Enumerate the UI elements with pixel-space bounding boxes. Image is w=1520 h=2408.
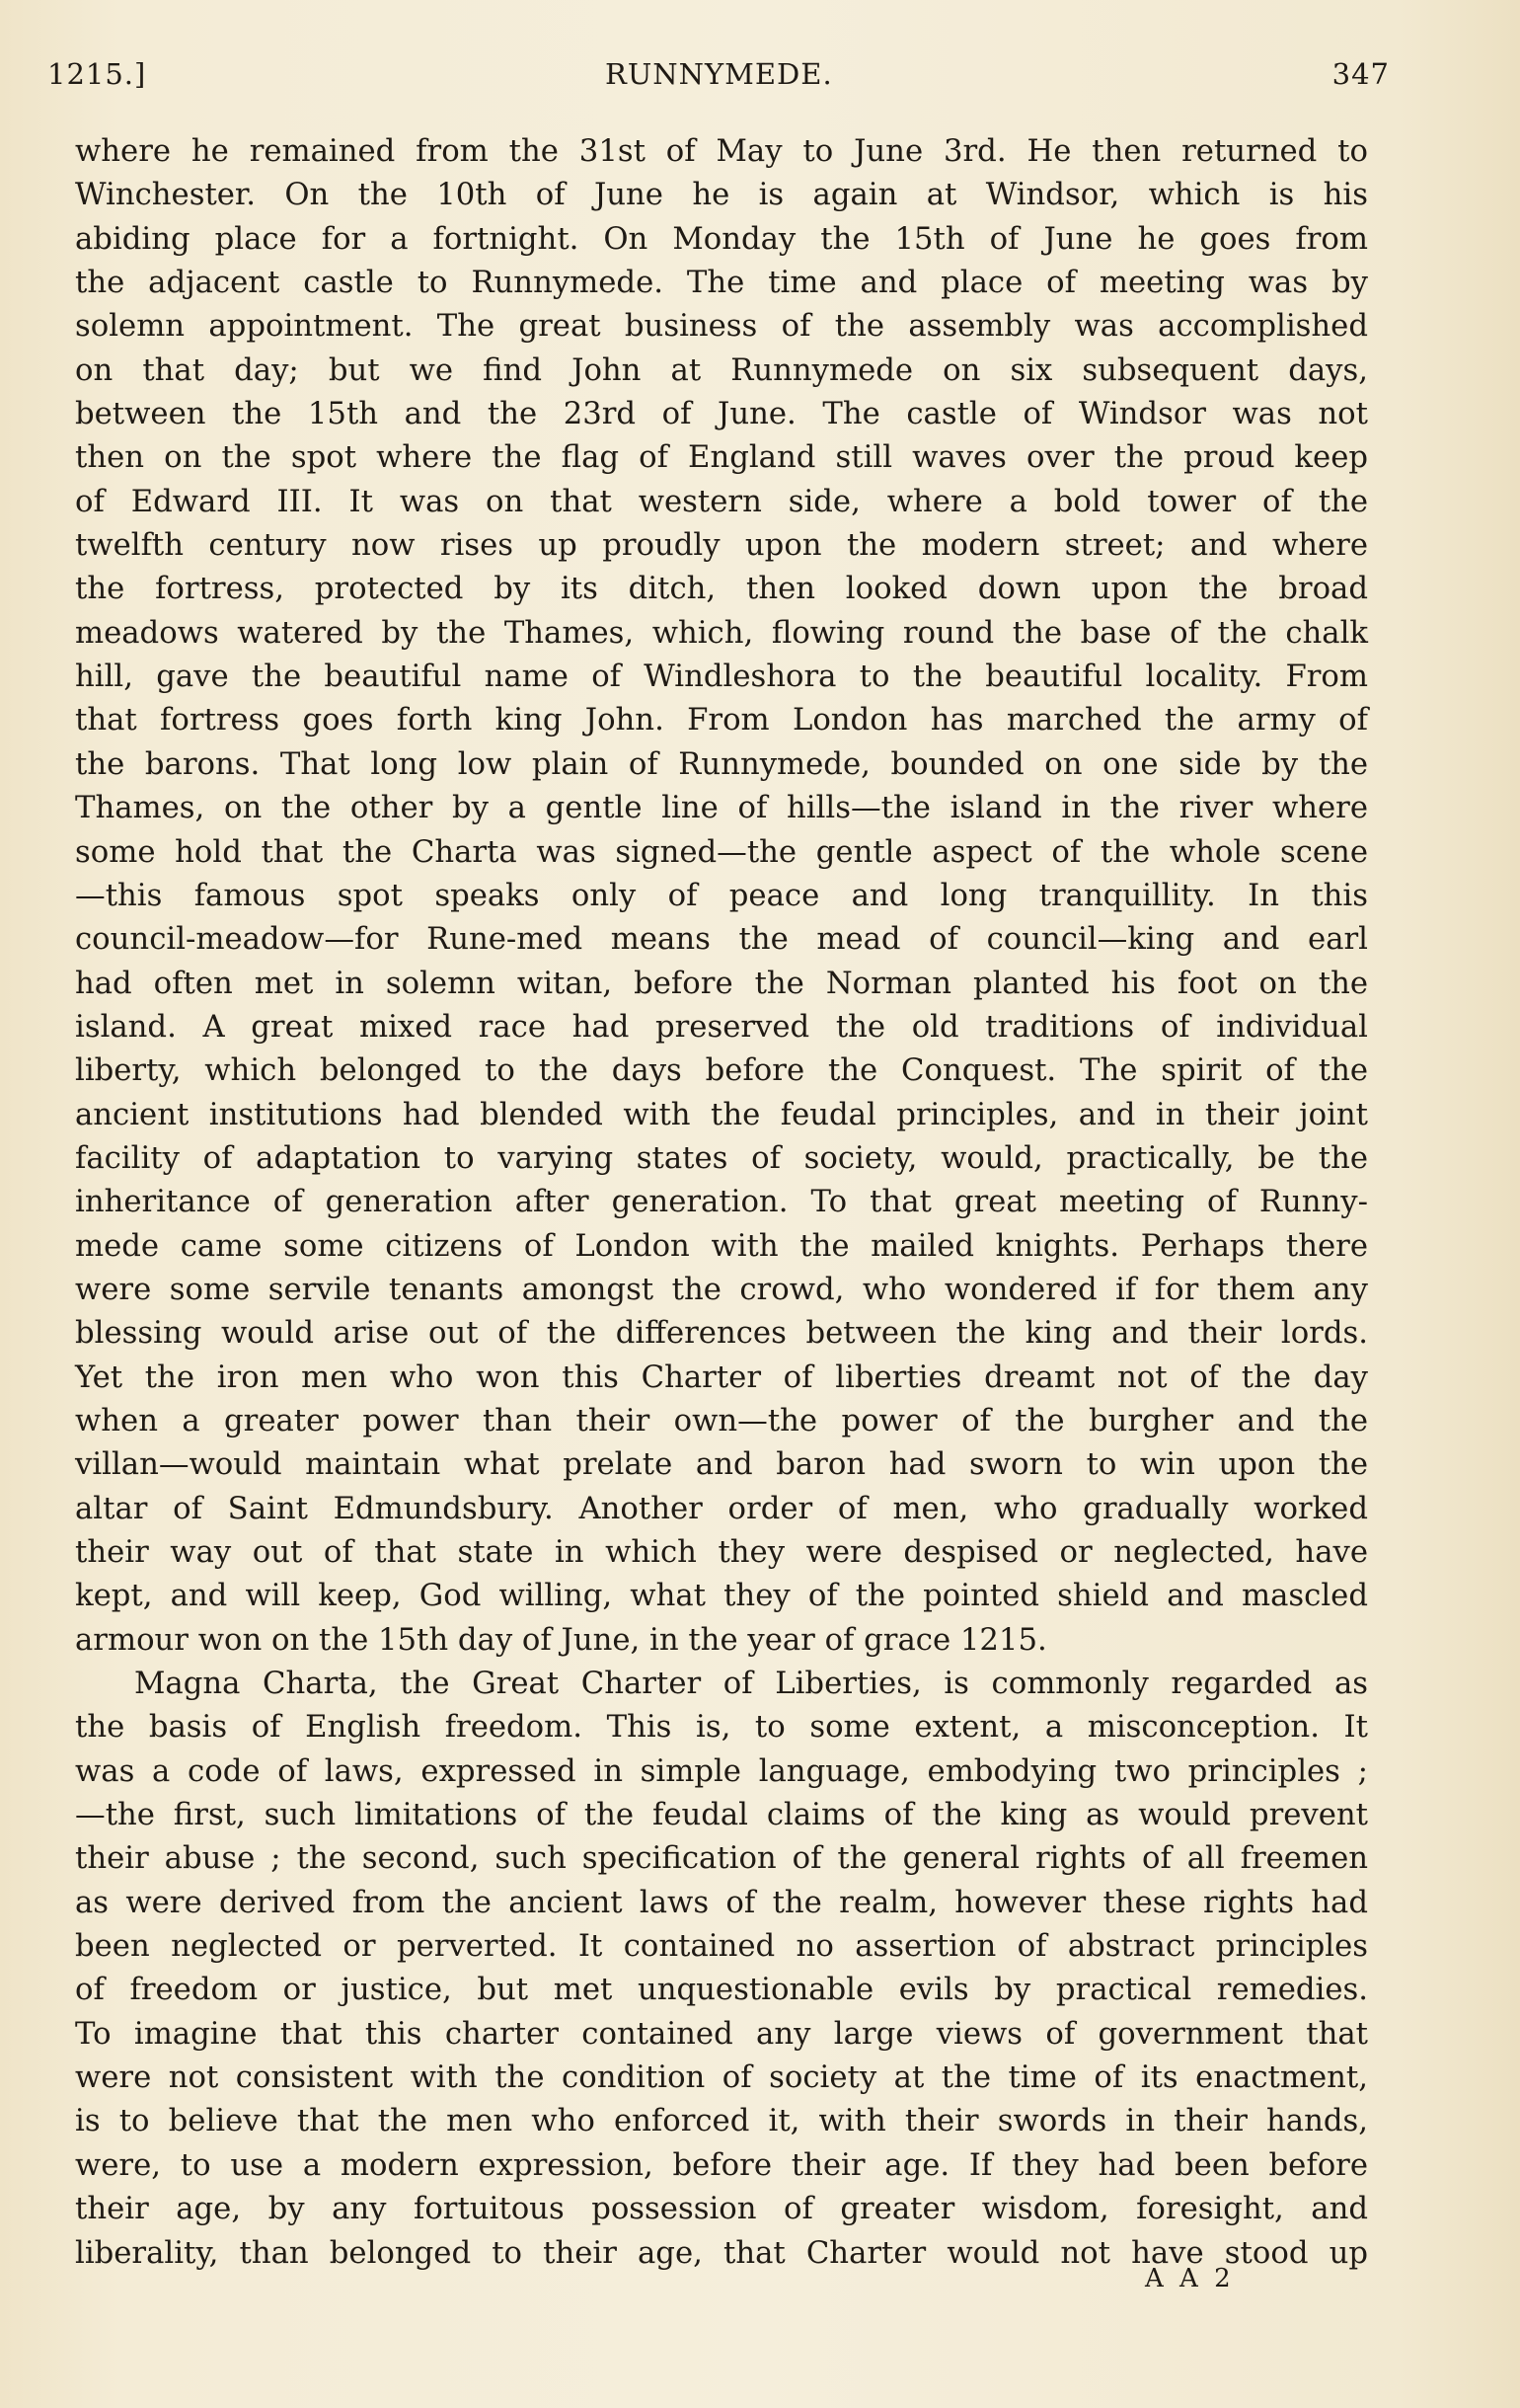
text-line: their way out of that state in which they were despised or neglected, have [75, 1535, 1368, 1570]
text-line: villan—would maintain what prelate and baron had sworn to win upon the [75, 1447, 1368, 1483]
text-line: ancient institutions had blended with the feudal principles, and in their joint [75, 1097, 1368, 1132]
text-line: were, to use a modern expression, before their age. If they had been before [75, 2147, 1368, 2183]
text-line: abiding place for a fortnight. On Monday the 15th of June he goes from [75, 221, 1368, 257]
text-line: Yet the iron men who won this Charter of liberties dreamt not of the day [75, 1359, 1368, 1395]
text-line: altar of Saint Edmundsbury. Another order of men, who gradually worked [75, 1491, 1368, 1526]
text-line: that fortress goes forth king John. From London has marched the army of [75, 703, 1368, 738]
text-line: blessing would arise out of the differences between the king and their lords. [75, 1316, 1368, 1352]
text-line: liberality, than belonged to their age, that Charter would not have stood up [75, 2235, 1368, 2271]
text-line: their age, by any fortuitous possession of greater wisdom, foresight, and [75, 2192, 1368, 2227]
text-line: hill, gave the beautiful name of Windleshora to the beautiful locality. From [75, 660, 1368, 695]
text-line: been neglected or perverted. It contained no assertion of abstract principles [75, 1929, 1368, 1965]
text-line: inheritance of generation after generation. To that great meeting of Runny- [75, 1185, 1368, 1220]
text-line: the adjacent castle to Runnymede. The time and place of meeting was by [75, 266, 1368, 301]
page-number: 347 [1331, 57, 1390, 91]
text-line: then on the spot where the flag of England still waves over the proud keep [75, 440, 1368, 476]
text-line: as were derived from the ancient laws of the realm, however these rights had [75, 1885, 1368, 1920]
text-line: solemn appointment. The great business of the assembly was accomplished [75, 309, 1368, 345]
text-line: meadows watered by the Thames, which, flowing round the base of the chalk [75, 615, 1368, 651]
header-title: RUNNYMEDE. [605, 57, 833, 91]
text-line: facility of adaptation to varying states of society, would, practically, be the [75, 1140, 1368, 1176]
text-line: kept, and will keep, God willing, what they of the pointed shield and mascled [75, 1579, 1368, 1614]
text-line: were not consistent with the condition of society at the time of its enactment, [75, 2060, 1368, 2096]
text-line: mede came some citizens of London with the mailed knights. Perhaps there [75, 1228, 1368, 1264]
text-line: island. A great mixed race had preserved the old traditions of individual [75, 1009, 1368, 1045]
paragraph-end-line: armour won on the 15th day of June, in the year of grace 1215. [75, 1622, 1047, 1658]
text-line: —this famous spot speaks only of peace and long tranquillity. In this [75, 878, 1368, 913]
printer-signature-mark: A A 2 [1145, 2264, 1235, 2293]
header-year: 1215.] [47, 57, 147, 91]
text-line: was a code of laws, expressed in simple language, embodying two principles ; [75, 1753, 1368, 1789]
text-line: the barons. That long low plain of Runnymede, bounded on one side by the [75, 746, 1368, 782]
text-line: of Edward III. It was on that western side, where a bold tower of the [75, 484, 1368, 519]
text-line: on that day; but we find John at Runnymede on six subsequent days, [75, 352, 1368, 388]
text-line: Thames, on the other by a gentle line of hills—the island in the river where [75, 791, 1368, 826]
text-line: twelfth century now rises up proudly upon the modern street; and where [75, 528, 1368, 564]
text-line: between the 15th and the 23rd of June. The castle of Windsor was not [75, 397, 1368, 432]
text-line: the fortress, protected by its ditch, then looked down upon the broad [75, 572, 1368, 607]
text-line: liberty, which belonged to the days before the Conquest. The spirit of the [75, 1053, 1368, 1089]
text-line: —the first, such limitations of the feudal claims of the king as would prevent [75, 1798, 1368, 1833]
text-line: some hold that the Charta was signed—the gentle aspect of the whole scene [75, 834, 1368, 870]
text-line: of freedom or justice, but met unquestionable evils by practical remedies. [75, 1973, 1368, 2008]
text-line: were some servile tenants amongst the crowd, who wondered if for them any [75, 1272, 1368, 1307]
text-line: To imagine that this charter contained any large views of government that [75, 2016, 1368, 2052]
text-line: when a greater power than their own—the power of the burgher and the [75, 1403, 1368, 1438]
paragraph-start-line: Magna Charta, the Great Charter of Liberties, is commonly regarded as [134, 1667, 1368, 1702]
text-line: is to believe that the men who enforced it, with their swords in their hands, [75, 2104, 1368, 2139]
text-line: their abuse ; the second, such specification of the general rights of all freemen [75, 1841, 1368, 1877]
running-header [47, 57, 1390, 97]
text-line: council-meadow—for Rune-med means the mead of council—king and earl [75, 922, 1368, 958]
text-line: Winchester. On the 10th of June he is again at Windsor, which is his [75, 178, 1368, 213]
text-line: where he remained from the 31st of May to June 3rd. He then returned to [75, 134, 1368, 169]
body-text [75, 130, 1368, 2276]
text-line: the basis of English freedom. This is, to some extent, a misconception. It [75, 1710, 1368, 1746]
text-line: had often met in solemn witan, before the Norman planted his foot on the [75, 966, 1368, 1001]
